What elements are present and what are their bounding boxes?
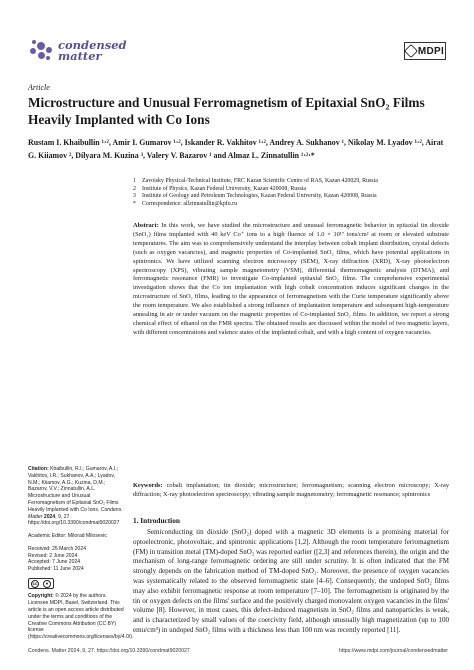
page-footer	[28, 648, 448, 654]
journal-logo-icon	[30, 40, 52, 62]
affiliation-item	[133, 193, 453, 201]
affiliation-number: 2	[133, 185, 136, 192]
published-date: Published: 11 June 2024	[28, 565, 84, 572]
affiliation-number: 1	[133, 178, 136, 184]
affiliation-text: Zavoisky Physical-Technical Institute, FRC Kazan Scientific Centre of RAS, Kazan 420029, Russia	[142, 178, 378, 184]
journal-logo-text	[58, 40, 127, 62]
article-title: Microstructure and Unusual Ferromagnetism of Epitaxial SnO₂ Films Heavily Implanted with Co Ions	[28, 95, 425, 127]
correspondence-email[interactable]: Correspondence: allzinnatullin@kpfu.ru	[142, 200, 238, 207]
citation-year: 2024	[43, 513, 56, 520]
citation-journal: Condens. Matter	[28, 506, 123, 520]
article-sidebar	[28, 466, 134, 647]
publisher-name: MDPI	[417, 45, 445, 57]
abstract-label: Abstract:	[133, 222, 159, 229]
copyright-block	[28, 593, 134, 641]
copyright-label: Copyright:	[28, 593, 54, 600]
footer-citation[interactable]: Condens. Matter 2024, 9, 27. https://doi.org/10.3390/condmat9020027	[28, 648, 190, 654]
affiliation-item	[133, 201, 453, 209]
footer-journal-url[interactable]: https://www.mdpi.com/journal/condensedmatter	[339, 648, 448, 654]
keywords	[133, 482, 449, 500]
affiliation-number: 3	[133, 193, 136, 200]
logo-line2: matter	[58, 49, 102, 63]
author-list: Rustam I. Khaibullin ¹‧², Amir I. Gumarov ¹‧², Iskander R. Vakhitov ¹‧², Andrey A. Sukhanov ¹, Nikolay M. Lyadov ¹‧², Airat G. Kiiamov ², Dilyara M. Kuzina ³, Valery V. Bazarov ¹ and Almaz L. Zinnatullin ¹‧²‧*	[28, 138, 444, 160]
cc-license-icon: cc ●	[28, 578, 54, 589]
logo-line1: condensed	[58, 38, 127, 52]
affiliation-text: Institute of Geology and Petroleum Technologies, Kazan Federal University, Kazan 420008, Russia	[142, 193, 377, 200]
journal-header	[0, 0, 474, 80]
citation-block	[28, 466, 126, 527]
cc-by-badge[interactable]	[28, 578, 126, 589]
citation-label: Citation:	[28, 466, 49, 472]
affiliation-item	[133, 178, 453, 186]
publication-dates	[28, 546, 126, 572]
affiliation-number: *	[133, 200, 136, 207]
keywords-text: cobalt implantation; tin dioxide; microstructure; ferromagnetism; scanning electron microscopy; X-ray diffraction; X-ray photoelectron spectroscopy; vibrating sample magnetometry; ferromagnetic resonance; spintronics	[133, 482, 449, 498]
abstract	[133, 222, 449, 338]
affiliations	[133, 178, 453, 208]
keywords-label: Keywords:	[133, 482, 163, 489]
citation-doi[interactable]: , 9, 27. https://doi.org/10.3390/condmat9020027	[28, 513, 120, 527]
abstract-text: In this work, we have studied the microstructure and unusual ferromagnetic behavior in epitaxial tin dioxide (SnO₂) films implanted with 40 keV Co⁺ ions to a high fluence of 1.0 × 10¹⁷ ions/cm² at room or elevated substrate temperatures. The aim was to comprehensively understand the interplay between cobalt implant distribution, crystal defects (such as oxygen vacancies), and magnetic properties of Co-implanted SnO₂ films, which have potential applications in spintronics. We have utilized scanning electron microscopy (SEM), X-ray diffraction (XRD), X-ray photoelectron spectroscopy (XPS), vibrating sample magnetometry (VSM), differential thermomagnetic analysis (DTMA), and ferromagnetic resonance (FMR) to investigate Co-implanted epitaxial SnO₂ films. The comprehensive experimental investigation shows that the Co ion implantation with high cobalt concentration induces significant changes in the microstructure of SnO₂ films, leading to the appearance of ferromagnetism with the Curie temperature significantly above the room temperature. We also established a strong influence of implantation temperature and subsequent high-temperature annealing in air or under vacuum on the magnetic properties of Co-implanted SnO₂ films. In addition, we report a strong chemical effect of ethanol on the FMR spectra. The obtained results are discussed within the model of two magnetic layers, with different concentrations and valence states of the implanted cobalt, and with a high content of oxygen vacancies.	[133, 222, 449, 336]
affiliation-text: Institute of Physics, Kazan Federal University, Kazan 420008, Russia	[142, 185, 307, 192]
copyright-text: © 2024 by the authors. Licensee MDPI, Basel, Switzerland. This article is an open access article distributed under the terms and conditions of the Creative Commons Attribution (CC BY) license (https://creativecommons.org/licenses/by/4.0/).	[28, 593, 134, 641]
journal-logo[interactable]	[30, 40, 127, 62]
introduction-text: Semiconducting tin dioxide (SnO₂) doped with a magnetic 3D elements is a promising material for optoelectronic, photovoltaic, and spintronic applications [1,2]. Although the room temperature ferromagnetism (FM) in transition metal (TM)-doped SnO₂ was reported earlier ([2,3] and references therein), the origin and the mechanism of long-range ferromagnetic ordering are still under scrutiny. It is often indicated that the FM strongly depends on the fabrication method of TM-doped SnO₂. Moreover, the presence of oxygen vacancies was systematically related to the observed ferromagnetic state [4–6]. Consequently, the undoped SnO₂ films may also exhibit ferromagnetic response at room temperature [7–10]. The ferromagnetism is originated by the tin or oxygen defects on the films' surface and the positively charged monovalent oxygen vacancies in the films' volume [8]. However, in most cases, this defect-induced magnetism in SnO₂ films and nanoparticles is weak, and is characterized by small values of the coercivity field, although unusually high magnetization (up to 100 emu/cm³) in undoped SnO₂ films with a thickness less than 100 nm was recently reported [11].	[133, 528, 449, 634]
section-heading-introduction: 1. Introduction	[133, 516, 180, 525]
revised-date: Revised: 2 June 2024	[28, 552, 78, 559]
article-type: Article	[28, 83, 50, 92]
academic-editor: Academic Editor: Milorad Milosevic	[28, 533, 107, 540]
citation-text: Khaibullin, R.I.; Gumarov, A.I.; Vakhitov, I.R.; Sukhanov, A.A.; Lyadov, N.M.; Kiiamov, A.G.; Kuzina, D.M.; Bazarov, V.V.; Zinnatullin, A.L. Microstructure and Unusual Ferromagnetism of Epitaxial SnO₂ Films Heavily Implanted with Co Ions.	[28, 466, 119, 513]
received-date: Received: 25 March 2024	[28, 545, 87, 552]
mdpi-hexagon-icon	[404, 44, 418, 58]
publisher-logo[interactable]	[404, 42, 446, 60]
accepted-date: Accepted: 7 June 2024	[28, 559, 81, 566]
